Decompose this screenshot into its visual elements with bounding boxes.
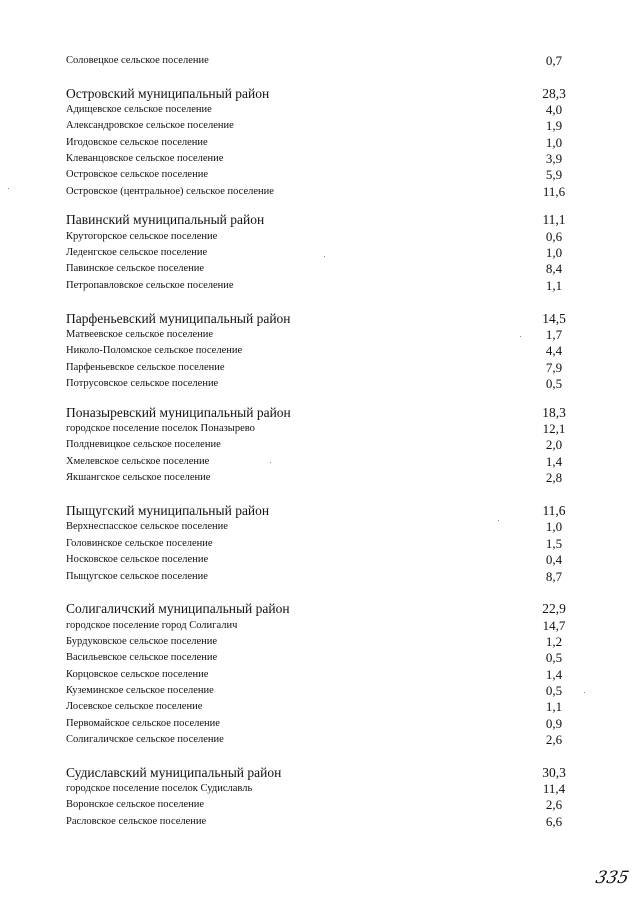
- settlement-value: 0,5: [545, 683, 563, 698]
- settlement-value: 2,6: [545, 797, 563, 812]
- settlement-row: [0, 152, 640, 168]
- settlement-value: 4,4: [545, 343, 563, 358]
- settlement-name: Носковское сельское поселение: [66, 554, 209, 565]
- settlement-name: Пыщугское сельское поселение: [66, 571, 208, 582]
- settlement-row: [0, 136, 640, 152]
- settlement-row: [0, 455, 640, 471]
- settlement-name: городское поселение поселок Судиславль: [66, 783, 253, 794]
- district-name: Пыщугский муниципальный район: [66, 503, 270, 518]
- settlement-name: Куземинское сельское поселение: [66, 685, 214, 696]
- settlement-value: 1,1: [545, 278, 563, 293]
- settlement-row: [0, 262, 640, 278]
- settlement-row: [0, 103, 640, 119]
- settlement-value: 0,5: [545, 376, 563, 391]
- settlement-name: Матвеевское сельское поселение: [66, 329, 214, 340]
- settlement-value: 11,6: [542, 184, 566, 199]
- settlement-name: Александровское сельское поселение: [66, 120, 234, 131]
- district-name: Солигаличский муниципальный район: [66, 601, 290, 616]
- settlement-row: [0, 798, 640, 814]
- settlement-name: Соловецкое сельское поселение: [66, 55, 209, 66]
- settlement-row: [0, 471, 640, 487]
- scan-speck: [520, 336, 521, 337]
- settlement-value: 11,4: [542, 781, 566, 796]
- settlement-name: Крутогорское сельское поселение: [66, 231, 218, 242]
- settlement-value: 1,4: [545, 667, 563, 682]
- settlement-name: Хмелевское сельское поселение: [66, 456, 210, 467]
- scan-speck: [498, 520, 499, 521]
- district-row: [0, 503, 640, 519]
- settlement-value: 2,0: [545, 437, 563, 452]
- district-name: Павинский муниципальный район: [66, 212, 265, 227]
- district-row: [0, 405, 640, 421]
- settlement-name: Леденгское сельское поселение: [66, 247, 208, 258]
- settlement-value: 3,9: [545, 151, 563, 166]
- settlement-row: [0, 230, 640, 246]
- settlement-value: 8,7: [545, 569, 563, 584]
- settlement-value: 1,7: [545, 327, 563, 342]
- settlement-value: 8,4: [545, 261, 563, 276]
- settlement-value: 2,6: [545, 732, 563, 747]
- settlement-name: Верхнеспасское сельское поселение: [66, 521, 228, 532]
- settlement-name: Парфеньевское сельское поселение: [66, 362, 225, 373]
- settlement-name: Адищевское сельское поселение: [66, 104, 212, 115]
- scan-speck: [8, 188, 9, 189]
- settlement-row: [0, 782, 640, 798]
- settlement-value: 0,7: [545, 53, 563, 68]
- settlement-value: 6,6: [545, 814, 563, 829]
- settlement-name: Игодовское сельское поселение: [66, 137, 208, 148]
- settlement-name: городское поселение поселок Поназырево: [66, 423, 255, 434]
- settlement-row: [0, 700, 640, 716]
- settlement-name: Лосевское сельское поселение: [66, 701, 203, 712]
- settlement-name: Полдневицкое сельское поселение: [66, 439, 221, 450]
- settlement-row: [0, 279, 640, 295]
- district-name: Парфеньевский муниципальный район: [66, 311, 291, 326]
- district-row: [0, 212, 640, 228]
- settlement-row: [0, 377, 640, 393]
- settlement-value: 0,4: [545, 552, 563, 567]
- district-row: [0, 765, 640, 781]
- settlement-value: 1,9: [545, 118, 563, 133]
- settlement-row: [0, 635, 640, 651]
- settlement-value: 7,9: [545, 360, 563, 375]
- settlement-value: 1,1: [545, 699, 563, 714]
- settlement-name: Потрусовское сельское поселение: [66, 378, 219, 389]
- settlement-row: [0, 185, 640, 201]
- settlement-row: [0, 668, 640, 684]
- settlement-row: [0, 119, 640, 135]
- settlement-row: [0, 54, 640, 70]
- settlement-value: 1,0: [545, 245, 563, 260]
- settlement-row: [0, 553, 640, 569]
- settlement-name: Николо-Поломское сельское поселение: [66, 345, 243, 356]
- settlement-row: [0, 733, 640, 749]
- district-value: 22,9: [542, 601, 566, 616]
- district-name: Судиславский муниципальный район: [66, 765, 282, 780]
- settlement-value: 1,0: [545, 519, 563, 534]
- settlement-row: [0, 619, 640, 635]
- settlement-row: [0, 537, 640, 553]
- settlement-value: 1,5: [545, 536, 563, 551]
- settlement-name: Расловское сельское поселение: [66, 816, 207, 827]
- settlement-row: [0, 684, 640, 700]
- scan-speck: [270, 462, 271, 463]
- settlement-name: Петропавловское сельское поселение: [66, 280, 234, 291]
- settlement-name: Павинское сельское поселение: [66, 263, 205, 274]
- scan-speck: [584, 692, 585, 693]
- settlement-row: [0, 520, 640, 536]
- settlement-name: Островское сельское поселение: [66, 169, 208, 180]
- district-row: [0, 311, 640, 327]
- settlement-value: 14,7: [542, 618, 566, 633]
- settlement-value: 0,5: [545, 650, 563, 665]
- settlement-row: [0, 438, 640, 454]
- settlement-name: Клеванцовское сельское поселение: [66, 153, 224, 164]
- settlement-value: 0,9: [545, 716, 563, 731]
- settlement-row: [0, 570, 640, 586]
- settlement-value: 5,9: [545, 167, 563, 182]
- district-value: 11,6: [542, 503, 566, 518]
- district-name: Поназыревский муниципальный район: [66, 405, 291, 420]
- settlement-row: [0, 815, 640, 831]
- district-value: 28,3: [542, 86, 566, 101]
- settlement-row: [0, 168, 640, 184]
- district-value: 18,3: [542, 405, 566, 420]
- settlement-value: 12,1: [542, 421, 566, 436]
- settlement-value: 4,0: [545, 102, 563, 117]
- settlement-value: 0,6: [545, 229, 563, 244]
- settlement-row: [0, 328, 640, 344]
- district-row: [0, 601, 640, 617]
- page-number: 335: [593, 868, 631, 888]
- settlement-row: [0, 651, 640, 667]
- settlement-row: [0, 246, 640, 262]
- district-value: 30,3: [542, 765, 566, 780]
- district-name: Островский муниципальный район: [66, 86, 270, 101]
- district-value: 14,5: [542, 311, 566, 326]
- settlement-value: 1,2: [545, 634, 563, 649]
- settlement-name: Воронское сельское поселение: [66, 799, 205, 810]
- settlement-value: 2,8: [545, 470, 563, 485]
- settlement-name: Бурдуковское сельское поселение: [66, 636, 218, 647]
- district-row: [0, 86, 640, 102]
- settlement-row: [0, 717, 640, 733]
- settlement-name: Якшангское сельское поселение: [66, 472, 211, 483]
- settlement-name: Корцовское сельское поселение: [66, 669, 209, 680]
- settlement-row: [0, 344, 640, 360]
- settlement-name: Васильевское сельское поселение: [66, 652, 218, 663]
- settlement-value: 1,4: [545, 454, 563, 469]
- settlement-value: 1,0: [545, 135, 563, 150]
- settlement-name: Головинское сельское поселение: [66, 538, 213, 549]
- settlement-name: Островское (центральное) сельское поселение: [66, 186, 274, 197]
- settlement-name: городское поселение город Солигалич: [66, 620, 238, 631]
- settlement-row: [0, 361, 640, 377]
- scan-speck: [324, 256, 325, 257]
- settlement-name: Первомайское сельское поселение: [66, 718, 220, 729]
- settlement-row: [0, 422, 640, 438]
- district-value: 11,1: [542, 212, 566, 227]
- settlement-name: Солигаличское сельское поселение: [66, 734, 224, 745]
